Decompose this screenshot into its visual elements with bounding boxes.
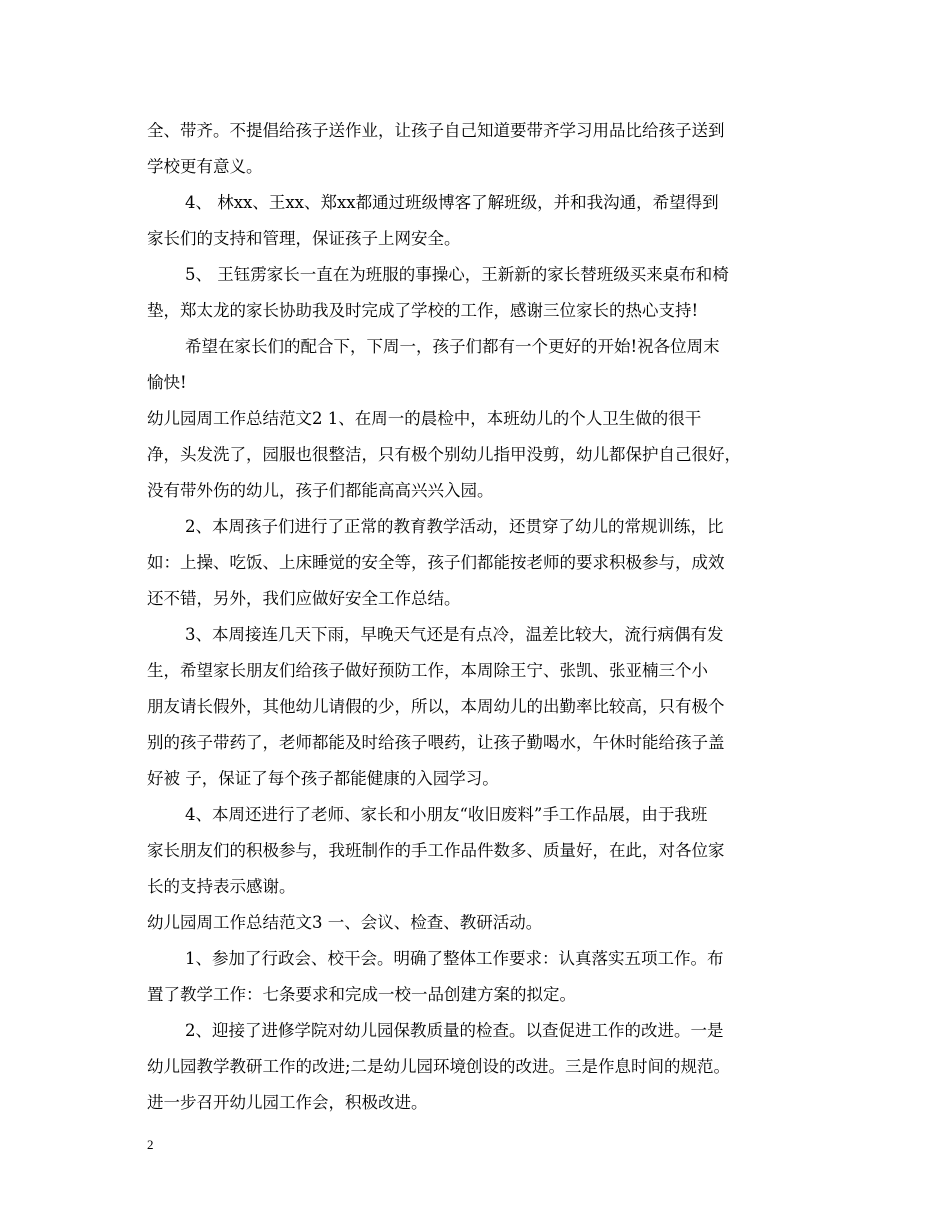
text-line: 4、本周还进行了老师、家长和小朋友“收旧废料”手工作品展，由于我班 bbox=[185, 805, 708, 824]
text-line: 垫，郑太龙的家长协助我及时完成了学校的工作，感谢三位家长的热心支持! bbox=[147, 301, 699, 320]
text-line: 别的孩子带药了，老师都能及时给孩子喂药，让孩子勤喝水，午休时能给孩子盖 bbox=[147, 733, 725, 752]
section-heading-line: 幼儿园周工作总结范文2 1、在周一的晨检中，本班幼儿的个人卫生做的很干 bbox=[147, 409, 702, 428]
text-line: 生，希望家长朋友们给孩子做好预防工作，本周除王宁、张凯、张亚楠三个小 bbox=[147, 661, 708, 680]
section-heading-line: 幼儿园周工作总结范文3 一、会议、检查、教研活动。 bbox=[147, 913, 543, 932]
text-line: 长的支持表示感谢。 bbox=[147, 877, 296, 896]
text-line: 5、 王钰雳家长一直在为班服的事操心，王新新的家长替班级买来桌布和椅 bbox=[185, 265, 729, 284]
text-line: 1、参加了行政会、校干会。明确了整体工作要求：认真落实五项工作。布 bbox=[185, 949, 724, 968]
text-line: 进一步召开幼儿园工作会，积极改进。 bbox=[147, 1093, 428, 1112]
text-line: 还不错，另外，我们应做好安全工作总结。 bbox=[147, 589, 461, 608]
text-line: 置了教学工作：七条要求和完成一校一品创建方案的拟定。 bbox=[147, 985, 576, 1004]
text-line: 没有带外伤的幼儿，孩子们都能高高兴兴入园。 bbox=[147, 481, 494, 500]
text-line: 全、带齐。不提倡给孩子送作业，让孩子自己知道要带齐学习用品比给孩子送到 bbox=[147, 121, 725, 140]
text-line: 2、迎接了进修学院对幼儿园保教质量的检查。以查促进工作的改进。一是 bbox=[185, 1021, 724, 1040]
text-line: 幼儿园教学教研工作的改进;二是幼儿园环境创设的改进。三是作息时间的规范。 bbox=[147, 1057, 731, 1076]
text-line: 家长朋友们的积极参与，我班制作的手工作品件数多、质量好，在此，对各位家 bbox=[147, 841, 725, 860]
text-line: 净，头发洗了，园服也很整洁，只有极个别幼儿指甲没剪，幼儿都保护自己很好， bbox=[147, 445, 741, 464]
text-line: 4、 林xx、王xx、郑xx都通过班级博客了解班级，并和我沟通，希望得到 bbox=[185, 193, 719, 212]
text-line: 愉快! bbox=[147, 373, 187, 392]
text-line: 好被 子，保证了每个孩子都能健康的入园学习。 bbox=[147, 769, 499, 788]
text-line: 如：上操、吃饭、上床睡觉的安全等，孩子们都能按老师的要求积极参与，成效 bbox=[147, 553, 725, 572]
text-line: 家长们的支持和管理，保证孩子上网安全。 bbox=[147, 229, 461, 248]
text-line: 希望在家长们的配合下，下周一，孩子们都有一个更好的开始!祝各位周末 bbox=[185, 337, 720, 356]
text-line: 2、本周孩子们进行了正常的教育教学活动，还贯穿了幼儿的常规训练，比 bbox=[185, 517, 724, 536]
text-line: 朋友请长假外，其他幼儿请假的少，所以，本周幼儿的出勤率比较高，只有极个 bbox=[147, 697, 725, 716]
text-line: 3、本周接连几天下雨，早晚天气还是有点冷，温差比较大，流行病偶有发 bbox=[185, 625, 724, 644]
page-number: 2 bbox=[147, 1137, 154, 1152]
text-line: 学校更有意义。 bbox=[147, 157, 263, 176]
